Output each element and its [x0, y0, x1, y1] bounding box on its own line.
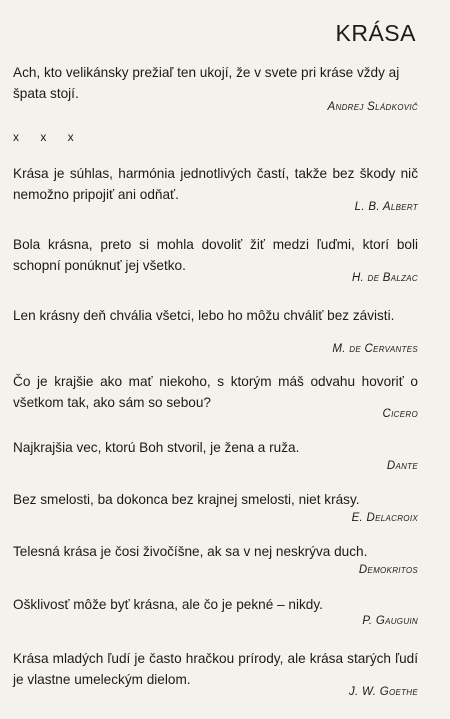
quote-text: Ošklivosť môže byť krásna, ale čo je pekné – nikdy.	[13, 597, 323, 612]
quote-text: Ach, kto velikánsky prežiaľ ten ukojí, že v svete pri kráse vždy aj špata stojí.	[13, 65, 400, 101]
quote-text: Bola krásna, preto si mohla dovoliť žiť medzi ľuďmi, ktorí boli schopní ponúknuť jej všetko.	[13, 237, 418, 273]
quote-author: Andrej Sládkovič	[327, 101, 418, 113]
quote-text: Bez smelosti, ba dokonca bez krajnej smelosti, niet krásy.	[13, 492, 360, 507]
quote-text: Krása je súhlas, harmónia jednotlivých častí, takže bez škody nič nemožno pripojiť ani odňať.	[13, 166, 418, 202]
quote-author: M. de Cervantes	[332, 343, 418, 355]
quote-text: Čo je krajšie ako mať niekoho, s ktorým máš odvahu hovoriť o všetkom tak, ako sám so sebou?	[13, 374, 418, 410]
quote-text: Krása mladých ľudí je často hračkou prírody, ale krása starých ľudí je vlastne umeleckým dielom.	[13, 651, 418, 687]
quote-author: Cicero	[382, 408, 418, 420]
quote-text: Najkrajšia vec, ktorú Boh stvoril, je žena a ruža.	[13, 440, 300, 455]
quote-author: Dante	[386, 460, 418, 472]
quote-text: Telesná krása je čosi živočíšne, ak sa v nej neskrýva duch.	[13, 544, 368, 559]
quote-author: J. W. Goethe	[348, 686, 418, 698]
quote-author: L. B. Albert	[354, 201, 418, 213]
section-separator: x x x	[13, 130, 83, 144]
quote-text: Len krásny deň chvália všetci, lebo ho môžu chváliť bez závisti.	[13, 308, 395, 323]
quote-author: P. Gauguin	[362, 615, 418, 627]
quote-author: H. de Balzac	[351, 272, 418, 284]
quote-author: E. Delacroix	[351, 512, 418, 524]
quote-author: Demokritos	[358, 564, 418, 576]
page-title: KRÁSA	[335, 20, 416, 46]
